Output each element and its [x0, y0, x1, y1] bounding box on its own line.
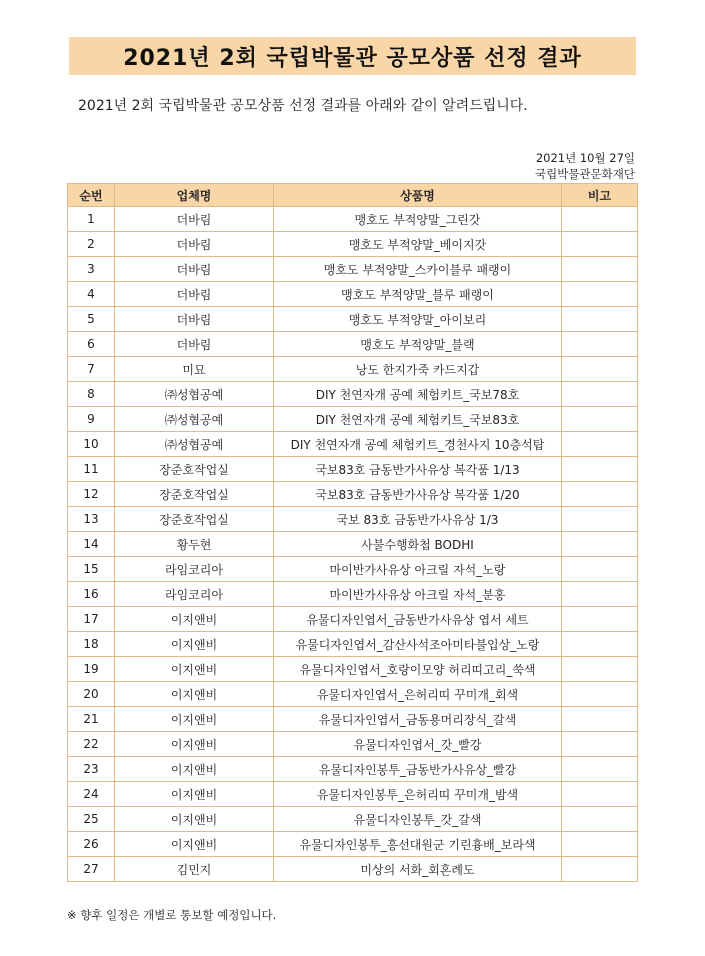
table-row	[68, 282, 638, 307]
cell-remarks	[562, 357, 638, 382]
cell-company: 더바림	[115, 207, 274, 232]
cell-product: 맹호도 부적양말_그린갓	[274, 207, 562, 232]
table-row	[68, 807, 638, 832]
table-row	[68, 407, 638, 432]
cell-product: 미상의 서화_회혼례도	[274, 857, 562, 882]
cell-company: 김민지	[115, 857, 274, 882]
table-row	[68, 532, 638, 557]
page-title: 2021년 2회 국립박물관 공모상품 선정 결과	[69, 37, 636, 75]
cell-remarks	[562, 307, 638, 332]
cell-no: 7	[68, 357, 115, 382]
cell-company: 더바림	[115, 332, 274, 357]
cell-no: 5	[68, 307, 115, 332]
cell-product: 국보83호 금동반가사유상 복각품 1/13	[274, 457, 562, 482]
cell-product: 유물디자인엽서_은허리띠 꾸미개_회색	[274, 682, 562, 707]
table-row	[68, 632, 638, 657]
cell-company: ㈜성협공예	[115, 432, 274, 457]
cell-product: 국보83호 금동반가사유상 복각품 1/20	[274, 482, 562, 507]
table-row	[68, 257, 638, 282]
table-row	[68, 332, 638, 357]
cell-product: 사불수행화첩 BODHI	[274, 532, 562, 557]
column-header-company: 업체명	[115, 184, 274, 207]
cell-no: 4	[68, 282, 115, 307]
cell-no: 9	[68, 407, 115, 432]
cell-company: 이지앤비	[115, 707, 274, 732]
cell-product: 맹호도 부적양말_블루 패랭이	[274, 282, 562, 307]
cell-no: 27	[68, 857, 115, 882]
cell-company: 미묘	[115, 357, 274, 382]
cell-remarks	[562, 232, 638, 257]
intro-text: 2021년 2회 국립박물관 공모상품 선정 결과를 아래와 같이 알려드립니다.	[78, 98, 528, 114]
cell-no: 1	[68, 207, 115, 232]
cell-remarks	[562, 757, 638, 782]
cell-remarks	[562, 682, 638, 707]
cell-remarks	[562, 707, 638, 732]
cell-product: 유물디자인봉투_흥선대원군 기린흉배_보라색	[274, 832, 562, 857]
cell-remarks	[562, 332, 638, 357]
cell-no: 22	[68, 732, 115, 757]
cell-remarks	[562, 582, 638, 607]
column-header-product: 상품명	[274, 184, 562, 207]
cell-remarks	[562, 207, 638, 232]
cell-product: 유물디자인엽서_갓_빨강	[274, 732, 562, 757]
table-row	[68, 457, 638, 482]
cell-no: 26	[68, 832, 115, 857]
cell-remarks	[562, 407, 638, 432]
cell-company: 이지앤비	[115, 807, 274, 832]
cell-product: 유물디자인엽서_금동용머리장식_갈색	[274, 707, 562, 732]
table-row	[68, 757, 638, 782]
cell-no: 24	[68, 782, 115, 807]
table-row	[68, 607, 638, 632]
cell-remarks	[562, 832, 638, 857]
cell-no: 2	[68, 232, 115, 257]
cell-company: 이지앤비	[115, 732, 274, 757]
cell-company: ㈜성협공예	[115, 407, 274, 432]
cell-company: 더바림	[115, 282, 274, 307]
cell-product: 유물디자인엽서_금동반가사유상 엽서 세트	[274, 607, 562, 632]
cell-remarks	[562, 382, 638, 407]
table-row	[68, 832, 638, 857]
cell-company: 라임코리아	[115, 557, 274, 582]
column-header-remarks: 비고	[562, 184, 638, 207]
cell-remarks	[562, 557, 638, 582]
cell-remarks	[562, 807, 638, 832]
table-row	[68, 732, 638, 757]
cell-company: 이지앤비	[115, 782, 274, 807]
cell-company: 더바림	[115, 232, 274, 257]
cell-company: 장준호작업실	[115, 457, 274, 482]
cell-company: 이지앤비	[115, 632, 274, 657]
cell-no: 10	[68, 432, 115, 457]
cell-no: 12	[68, 482, 115, 507]
cell-product: 낭도 한지가죽 카드지갑	[274, 357, 562, 382]
table-header-row	[68, 184, 638, 207]
cell-no: 11	[68, 457, 115, 482]
cell-remarks	[562, 632, 638, 657]
cell-product: 맹호도 부적양말_블랙	[274, 332, 562, 357]
cell-remarks	[562, 532, 638, 557]
cell-remarks	[562, 782, 638, 807]
table-row	[68, 382, 638, 407]
table-row	[68, 557, 638, 582]
cell-no: 19	[68, 657, 115, 682]
table-row	[68, 307, 638, 332]
cell-product: DIY 천연자개 공예 체험키트_국보78호	[274, 382, 562, 407]
cell-product: 마이반가사유상 아크릴 자석_분홍	[274, 582, 562, 607]
cell-company: 이지앤비	[115, 682, 274, 707]
cell-company: 더바림	[115, 307, 274, 332]
cell-remarks	[562, 607, 638, 632]
cell-no: 6	[68, 332, 115, 357]
issue-date: 2021년 10월 27일	[535, 151, 635, 165]
table-body	[68, 207, 638, 882]
cell-remarks	[562, 657, 638, 682]
cell-product: DIY 천연자개 공예 체험키트_경천사지 10층석탑	[274, 432, 562, 457]
table-row	[68, 682, 638, 707]
cell-no: 17	[68, 607, 115, 632]
cell-no: 16	[68, 582, 115, 607]
table-row	[68, 482, 638, 507]
cell-product: 맹호도 부적양말_아이보리	[274, 307, 562, 332]
cell-company: 이지앤비	[115, 607, 274, 632]
cell-remarks	[562, 507, 638, 532]
table-row	[68, 357, 638, 382]
table-row	[68, 232, 638, 257]
table-row	[68, 207, 638, 232]
cell-remarks	[562, 857, 638, 882]
table-row	[68, 782, 638, 807]
cell-product: 유물디자인봉투_갓_갈색	[274, 807, 562, 832]
cell-product: 유물디자인봉투_금동반가사유상_빨강	[274, 757, 562, 782]
cell-no: 18	[68, 632, 115, 657]
cell-product: 마이반가사유상 아크릴 자석_노랑	[274, 557, 562, 582]
cell-product: DIY 천연자개 공예 체험키트_국보83호	[274, 407, 562, 432]
cell-product: 유물디자인엽서_호랑이모양 허리띠고리_쑥색	[274, 657, 562, 682]
cell-no: 23	[68, 757, 115, 782]
cell-company: 더바림	[115, 257, 274, 282]
cell-no: 21	[68, 707, 115, 732]
cell-company: 이지앤비	[115, 657, 274, 682]
cell-product: 맹호도 부적양말_베이지갓	[274, 232, 562, 257]
cell-product: 맹호도 부적양말_스카이블루 패랭이	[274, 257, 562, 282]
cell-remarks	[562, 432, 638, 457]
cell-no: 25	[68, 807, 115, 832]
cell-remarks	[562, 732, 638, 757]
cell-product: 국보 83호 금동반가사유상 1/3	[274, 507, 562, 532]
cell-company: ㈜성협공예	[115, 382, 274, 407]
cell-remarks	[562, 282, 638, 307]
cell-remarks	[562, 482, 638, 507]
cell-product: 유물디자인엽서_감산사석조아미타불입상_노랑	[274, 632, 562, 657]
table-row	[68, 582, 638, 607]
cell-company: 라임코리아	[115, 582, 274, 607]
table-row	[68, 432, 638, 457]
cell-remarks	[562, 457, 638, 482]
date-block	[535, 150, 635, 182]
cell-company: 장준호작업실	[115, 507, 274, 532]
cell-no: 20	[68, 682, 115, 707]
cell-product: 유물디자인봉투_은허리띠 꾸미개_밤색	[274, 782, 562, 807]
cell-no: 13	[68, 507, 115, 532]
table-row	[68, 507, 638, 532]
table-row	[68, 857, 638, 882]
cell-company: 황두현	[115, 532, 274, 557]
cell-company: 이지앤비	[115, 757, 274, 782]
cell-remarks	[562, 257, 638, 282]
footnote: ※ 향후 일정은 개별로 통보할 예정입니다.	[67, 908, 277, 922]
cell-company: 이지앤비	[115, 832, 274, 857]
cell-no: 3	[68, 257, 115, 282]
table-row	[68, 657, 638, 682]
cell-company: 장준호작업실	[115, 482, 274, 507]
results-table	[67, 183, 638, 882]
cell-no: 14	[68, 532, 115, 557]
column-header-no: 순번	[68, 184, 115, 207]
cell-no: 8	[68, 382, 115, 407]
cell-no: 15	[68, 557, 115, 582]
table-row	[68, 707, 638, 732]
issuer-name: 국립박물관문화재단	[535, 167, 635, 181]
